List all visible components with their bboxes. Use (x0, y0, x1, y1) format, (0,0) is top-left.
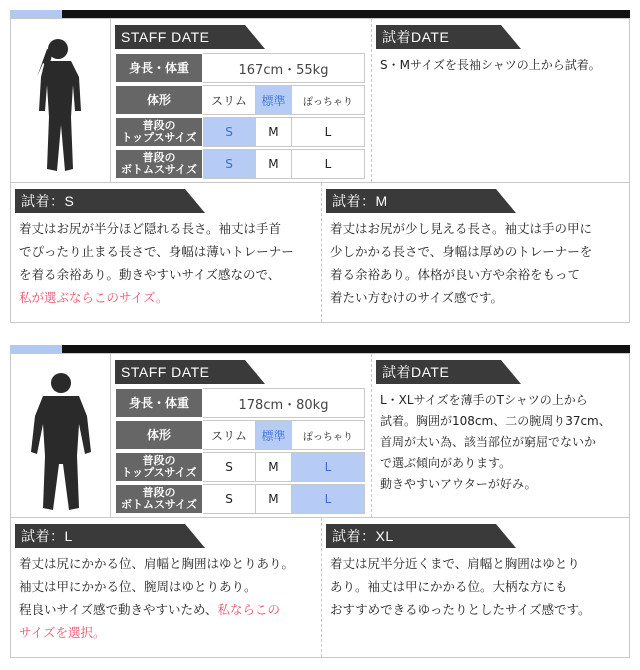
bottoms-size-label: 普段の ボトムスサイズ (116, 150, 203, 179)
fit-left-title: 試着：L (21, 528, 73, 544)
staff-spec-table (115, 53, 365, 179)
height-weight-value: 167cm・55kg (203, 54, 365, 83)
tops-size-m: M (256, 118, 292, 147)
staff-spec-table (115, 388, 365, 514)
silhouette-cell (11, 19, 111, 182)
fit-right-title: 試着：XL (332, 528, 394, 544)
block-top-bar (10, 345, 630, 353)
body-type-label: 体形 (116, 86, 203, 115)
fit-left-recommendation-2: サイズを選択。 (19, 625, 106, 640)
top-bar-accent (10, 10, 62, 18)
bottoms-size-l: L (291, 485, 364, 514)
trial-date-heading (376, 25, 631, 49)
body-type-chubby: ぽっちゃり (291, 86, 364, 115)
tops-size-l: L (291, 453, 364, 482)
staff-date-heading (115, 25, 365, 49)
fit-review-panel (10, 518, 630, 658)
height-weight-label: 身長・体重 (116, 389, 203, 418)
staff-data-section (115, 25, 365, 179)
fit-left-heading (15, 524, 317, 548)
fit-review-left (11, 518, 321, 657)
silhouette-cell (11, 354, 111, 517)
trial-date-section (371, 19, 631, 182)
height-weight-value: 178cm・80kg (203, 389, 365, 418)
fit-review-left (11, 183, 321, 322)
tops-size-m: M (256, 453, 292, 482)
fit-right-text: 着丈は尻半分近くまで、肩幅と胸囲はゆとり あり。袖丈は甲にかかる位。大柄な方にも おすすめできるゆったりとしたサイズ感です。 (330, 556, 591, 617)
staff-date-title: STAFF DATE (121, 29, 210, 45)
trial-date-title: 試着DATE (382, 29, 450, 45)
fit-right-title: 試着：M (332, 193, 388, 209)
top-bar-accent (10, 345, 62, 353)
fit-right-text: 着丈はお尻が少し見える長さ。袖丈は手の甲に 少しかかる長さで、身幅は厚めのトレーナーを 着る余裕あり。体格が良い方や余裕をもって 着たい方むけのサイズ感です。 (330, 221, 593, 305)
fit-left-recommendation: 私ならこの (217, 602, 281, 617)
body-type-standard: 標準 (256, 421, 292, 450)
fit-review-right (321, 518, 631, 657)
body-type-slim: スリム (203, 86, 256, 115)
fit-left-text: 着丈は尻にかかる位、肩幅と胸囲はゆとりあり。 袖丈は甲にかかる位、腕周はゆとりあり。 程良いサイズ感で動きやすいため、私ならこの サイズを選択。 (19, 552, 313, 644)
trial-date-text: S・Mサイズを長袖シャツの上から試着。 (380, 58, 601, 72)
fit-left-text: 着丈はお尻が半分ほど隠れる長さ。袖丈は手首 でぴったり止まる長さで、身幅は薄いトレーナー を着る余裕あり。動きやすいサイズ感なので、 私が選ぶならこのサイズ。 (19, 217, 313, 309)
staff-block-1 (10, 10, 630, 326)
staff-date-title: STAFF DATE (121, 364, 210, 380)
trial-date-heading (376, 360, 631, 384)
tops-size-s: S (203, 118, 256, 147)
bottoms-size-m: M (256, 485, 292, 514)
fit-review-panel (10, 183, 630, 323)
tops-size-label: 普段の トップスサイズ (116, 453, 203, 482)
bottoms-size-l: L (291, 150, 364, 179)
fit-right-heading (326, 189, 627, 213)
height-weight-label: 身長・体重 (116, 54, 203, 83)
bottoms-size-label: 普段の ボトムスサイズ (116, 485, 203, 514)
bottoms-size-m: M (256, 150, 292, 179)
trial-date-title: 試着DATE (382, 364, 450, 380)
fit-right-heading (326, 524, 627, 548)
fit-left-heading (15, 189, 317, 213)
body-type-label: 体形 (116, 421, 203, 450)
tops-size-label: 普段の トップスサイズ (116, 118, 203, 147)
trial-date-text: L・XLサイズを薄手のTシャツの上から 試着。胸囲が108cm、二の腕周り37cm、 首周が太い為、該当部位が窮屈でないか で選ぶ傾向があります。 動きやすいアウターが好み。 (380, 393, 611, 491)
bottoms-size-s: S (203, 485, 256, 514)
staff-upper-panel (10, 18, 630, 183)
fit-left-title: 試着：S (21, 193, 75, 209)
staff-date-heading (115, 360, 365, 384)
staff-data-section (115, 360, 365, 514)
bottoms-size-s: S (203, 150, 256, 179)
block-top-bar (10, 10, 630, 18)
staff-upper-panel (10, 353, 630, 518)
body-type-chubby: ぽっちゃり (291, 421, 364, 450)
staff-block-2 (10, 345, 630, 663)
trial-date-section (371, 354, 631, 517)
man-silhouette-icon (25, 372, 97, 512)
body-type-slim: スリム (203, 421, 256, 450)
tops-size-s: S (203, 453, 256, 482)
fit-review-right (321, 183, 631, 322)
body-type-standard: 標準 (256, 86, 292, 115)
fit-left-recommendation: 私が選ぶならこのサイズ。 (19, 290, 169, 305)
tops-size-l: L (291, 118, 364, 147)
man-silhouette-phone-icon (25, 37, 97, 175)
